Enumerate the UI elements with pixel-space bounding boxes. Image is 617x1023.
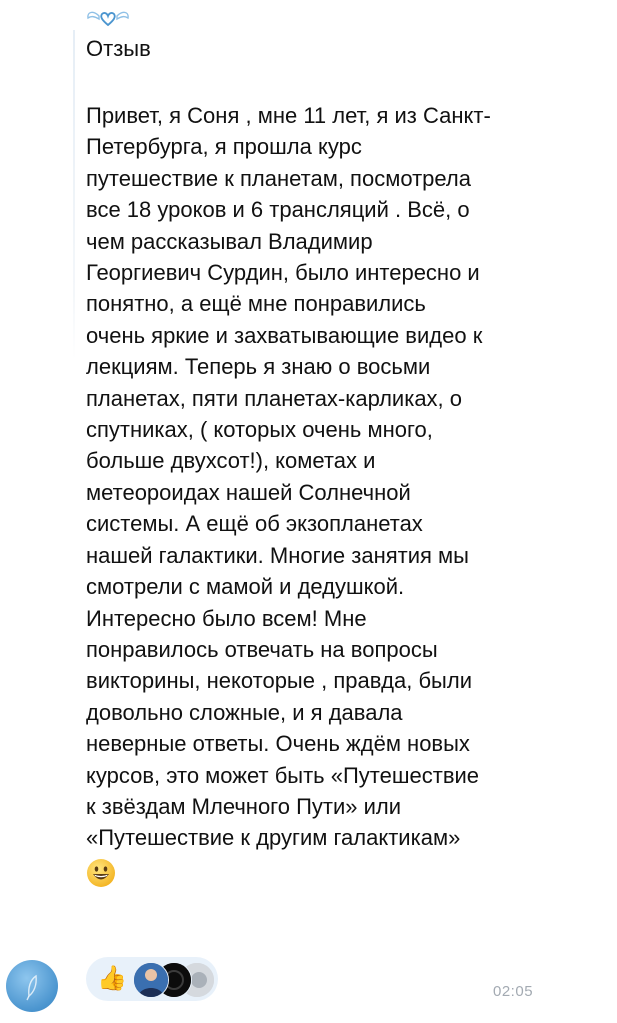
message-line: смотрели с мамой и дедушкой. bbox=[86, 574, 405, 600]
message-line: к звёздам Млечного Пути» или bbox=[86, 793, 402, 819]
quote-bar bbox=[73, 30, 75, 360]
message-line: нашей галактики. Многие занятия мы bbox=[86, 542, 469, 568]
message-line: понятно, а ещё мне понравились bbox=[86, 291, 426, 317]
grinning-face-emoji bbox=[86, 858, 116, 888]
message-line: все 18 уроков и 6 трансляций . Всё, о bbox=[86, 197, 470, 223]
message-line: системы. А ещё об экзопланетах bbox=[86, 511, 423, 537]
message-line: Петербурга, я прошла курс bbox=[86, 134, 362, 160]
feather-icon bbox=[6, 960, 58, 1012]
message-line: Интересно было всем! Мне bbox=[86, 605, 367, 631]
message-line: больше двухсот!), кометах и bbox=[86, 448, 376, 474]
heart-wings-icon bbox=[85, 8, 131, 28]
message-line: планетах, пяти планетах-карликах, о bbox=[86, 385, 463, 411]
reactor-avatar-image bbox=[134, 963, 168, 997]
message-bubble[interactable] bbox=[86, 34, 556, 888]
message-line: спутниках, ( которых очень много, bbox=[86, 417, 433, 443]
avatar[interactable] bbox=[6, 960, 58, 1012]
message-line: путешествие к планетам, посмотрела bbox=[86, 165, 471, 191]
reactor-avatar[interactable] bbox=[133, 962, 169, 998]
message-line: понравилось отвечать на вопросы bbox=[86, 636, 438, 662]
message-line: лекциям. Теперь я знаю о восьми bbox=[86, 354, 431, 380]
message-line: «Путешествие к другим галактикам» bbox=[86, 825, 461, 851]
message-line: метеороидах нашей Солнечной bbox=[86, 479, 411, 505]
message-line: чем рассказывал Владимир bbox=[86, 228, 373, 254]
message-line: Георгиевич Сурдин, было интересно и bbox=[86, 260, 480, 286]
thumbs-up-reaction: 👍 bbox=[97, 965, 127, 992]
message-line: довольно сложные, и я давала bbox=[86, 699, 403, 725]
message-line: курсов, это может быть «Путешествие bbox=[86, 762, 480, 788]
message-line: викторины, некоторые , правда, были bbox=[86, 668, 472, 694]
message-text bbox=[86, 100, 556, 854]
reactions-bar[interactable] bbox=[86, 957, 218, 1001]
message-title: Отзыв bbox=[86, 36, 151, 61]
message-line: неверные ответы. Очень ждём новых bbox=[86, 731, 470, 757]
message-line: очень яркие и захватывающие видео к bbox=[86, 322, 483, 348]
message-line: Привет, я Соня , мне 11 лет, я из Санкт- bbox=[86, 103, 491, 128]
message-timestamp: 02:05 bbox=[493, 983, 534, 1000]
